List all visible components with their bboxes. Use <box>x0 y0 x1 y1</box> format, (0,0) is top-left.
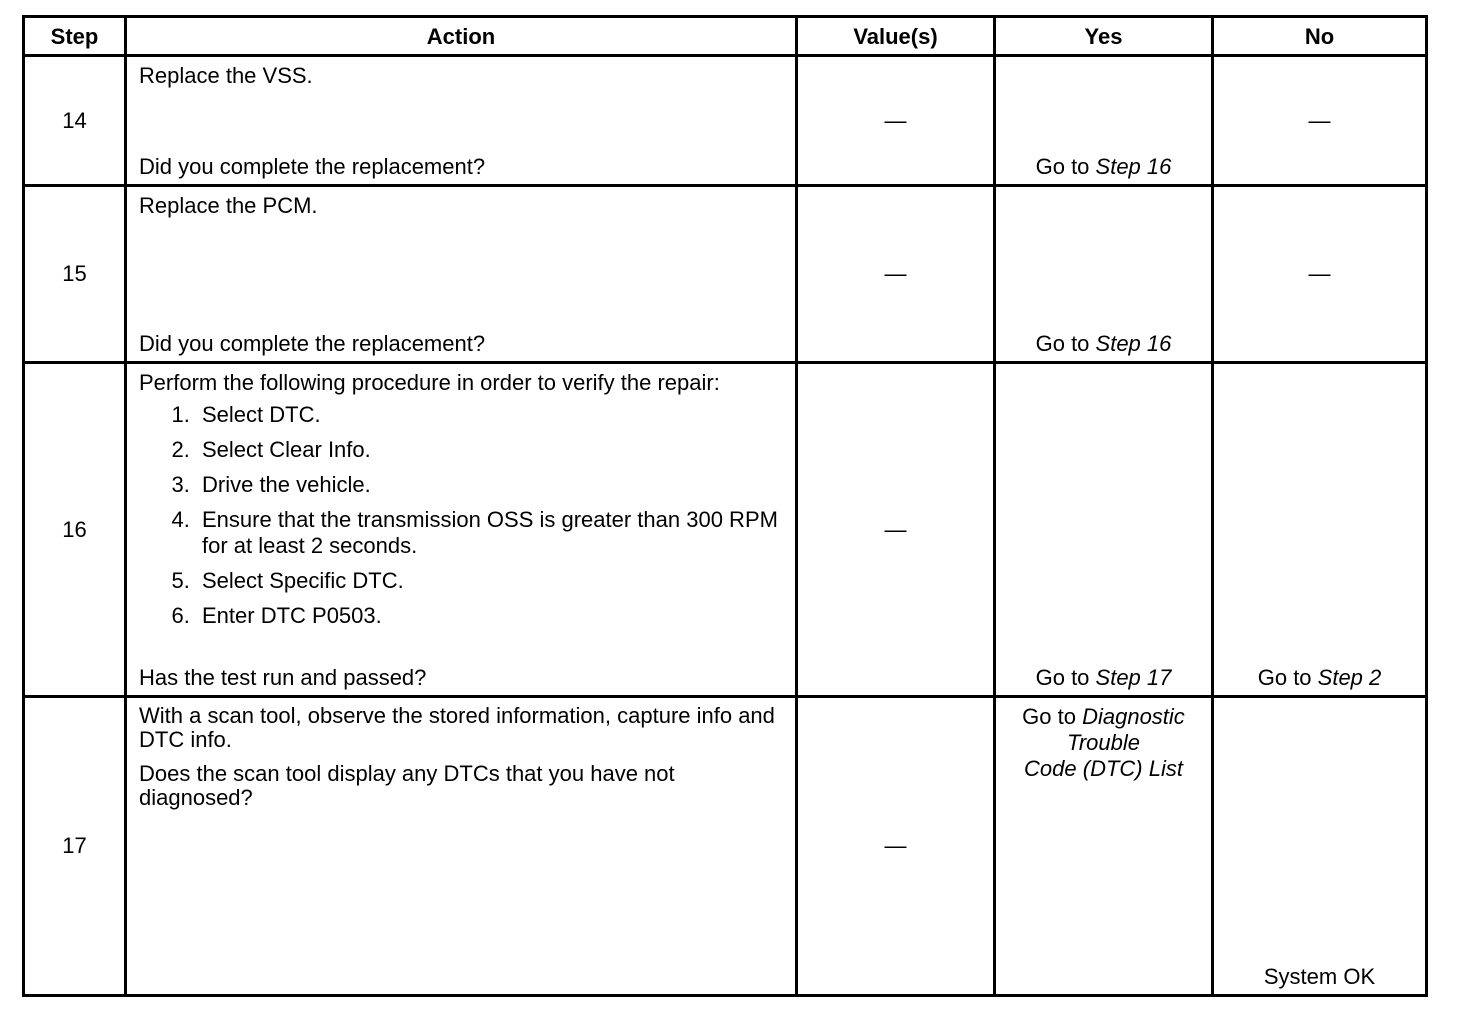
yes-cell-16 <box>996 364 1211 695</box>
system-ok-text: System OK <box>1263 964 1376 989</box>
no-cell-15: — <box>1308 261 1331 286</box>
goto-prefix: Go to <box>1022 704 1083 729</box>
action-question: Does the scan tool display any DTCs that you have not diagnosed? <box>139 761 675 810</box>
action-text: Replace the PCM. <box>139 193 318 218</box>
no-cell-17 <box>1214 698 1425 994</box>
action-cell-14 <box>127 57 795 184</box>
action-question: Did you complete the replacement? <box>139 331 486 356</box>
procedure-step: 5. Select Specific DTC. <box>196 568 783 594</box>
goto-step-link[interactable]: Step 17 <box>1095 665 1172 690</box>
goto-prefix: Go to <box>1035 665 1096 690</box>
action-question: Did you complete the replacement? <box>139 154 486 179</box>
goto-step-link[interactable]: Step 16 <box>1095 331 1172 356</box>
header-step: Step <box>50 24 99 49</box>
procedure-step: 1. Select DTC. <box>196 402 783 428</box>
goto-prefix: Go to <box>1257 665 1318 690</box>
header-yes: Yes <box>1084 24 1123 49</box>
procedure-step: 6. Enter DTC P0503. <box>196 603 783 629</box>
goto-dtc-link[interactable]: Diagnostic <box>1082 704 1185 729</box>
goto-dtc-link[interactable]: Code (DTC) List <box>1024 756 1183 781</box>
procedure-list <box>139 402 783 629</box>
step-number-17: 17 <box>62 833 87 858</box>
procedure-step: 4. Ensure that the transmission OSS is greater than 300 RPM for at least 2 seconds. <box>196 507 783 559</box>
yes-cell-14 <box>996 57 1211 184</box>
yes-goto[interactable] <box>996 154 1211 180</box>
action-cell-16 <box>127 364 795 695</box>
action-text: Replace the VSS. <box>139 63 313 88</box>
goto-prefix: Go to <box>1035 331 1096 356</box>
action-question: Has the test run and passed? <box>139 665 427 690</box>
action-cell-17 <box>127 698 795 994</box>
goto-step-link[interactable]: Step 2 <box>1317 665 1382 690</box>
goto-step-link[interactable]: Step 16 <box>1095 154 1172 179</box>
value-cell-16: — <box>884 516 907 542</box>
no-cell-16 <box>1214 364 1425 695</box>
yes-goto[interactable] <box>996 331 1211 357</box>
action-cell-15 <box>127 187 795 361</box>
value-cell-15: — <box>884 261 907 286</box>
step-number-16: 16 <box>62 516 87 542</box>
header-values: Value(s) <box>853 24 938 49</box>
value-cell-14: — <box>884 107 907 133</box>
yes-cell-15 <box>996 187 1211 361</box>
step-number-14: 14 <box>62 107 87 133</box>
goto-dtc-link[interactable]: Trouble <box>1067 730 1140 755</box>
header-no: No <box>1304 24 1335 49</box>
action-intro: With a scan tool, observe the stored information, capture info and DTC info. <box>139 703 775 752</box>
header-action: Action <box>426 24 496 49</box>
yes-goto[interactable] <box>996 665 1211 691</box>
no-cell-14: — <box>1308 107 1331 133</box>
procedure-step: 3. Drive the vehicle. <box>196 472 783 498</box>
action-intro: Perform the following procedure in order to verify the repair: <box>139 370 720 395</box>
goto-prefix: Go to <box>1035 154 1096 179</box>
no-goto[interactable] <box>1214 665 1425 691</box>
procedure-step: 2. Select Clear Info. <box>196 437 783 463</box>
step-number-15: 15 <box>62 261 87 286</box>
yes-goto-dtc-list[interactable] <box>996 704 1211 782</box>
value-cell-17: — <box>884 833 907 858</box>
yes-cell-17 <box>996 698 1211 994</box>
diagnostic-table <box>22 15 1428 997</box>
